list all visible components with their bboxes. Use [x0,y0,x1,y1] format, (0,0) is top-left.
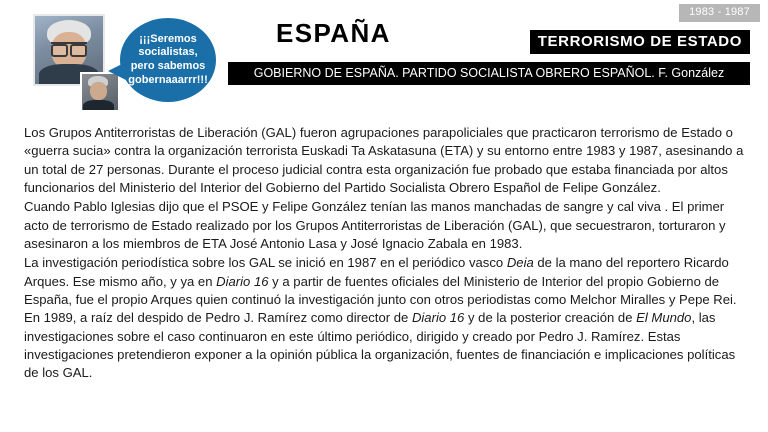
portrait-secondary-face [90,82,107,100]
banner-gobierno-de-espana: GOBIERNO DE ESPAÑA. PARTIDO SOCIALISTA OBRERO ESPAÑOL. F. González [228,62,750,85]
article-body [24,124,746,383]
p3-italic-diario16-a: Diario 16 [216,273,269,289]
speech-bubble-tail [108,62,126,80]
p3-italic-diario16-b: Diario 16 [411,310,465,326]
paragraph-1: Los Grupos Antiterroristas de Liberación (GAL) fueron agrupaciones parapoliciales que practicaron terrorismo de Estado o «guerra sucia» contra la organización terrorista Euskadi Ta Askatasuna (ETA) y su entorno entre 1983 y 1987, asesinando a un total de 27 personas. Durante el proceso judicial contra esta organización fue probado que estaba financiada por altos funcionarios del Ministerio del Interior del Gobierno del Partido Socialista Obrero Español de Felipe González. [24,125,744,195]
p3-text-3: y a partir de fuentes oficiales del Ministerio de Interior del propio Gobierno de España, fue el propio Arques quien continuó la investigación junto con otros periodistas como Melchor Miralles y Pepe Rei. En 1989, a raíz del despido de Pedro J. Ramírez como director de [24,273,737,326]
header-area [0,0,768,118]
speech-bubble-text: ¡¡¡Seremos socialistas, pero sabemos gobernaaarrr!!! [128,32,208,86]
paragraph-3 [24,254,746,382]
portrait-secondary-body [83,100,114,112]
p3-italic-deia: Deia [506,255,534,271]
p3-text-1: La investigación periodística sobre los GAL se inició en 1987 en el periódico vasco [24,255,507,271]
p3-text-4: y de la posterior creación de [464,310,637,326]
p3-italic-el-mundo: El Mundo [636,310,692,326]
paragraph-2: Cuando Pablo Iglesias dijo que el PSOE y Felipe González tenían las manos manchadas de sangre y cal viva . El primer acto de terrorismo de Estado realizado por los Grupos Antiterroristas de Liberación (GAL), que secuestraron, torturaron y asesinaron a los miembros de ETA José Antonio Lasa y José Ignacio Zabala en 1983. [24,199,726,251]
banner-terrorismo-de-estado: TERRORISMO DE ESTADO [530,30,750,54]
page-title: ESPAÑA [276,18,391,48]
speech-bubble [120,18,216,102]
p3-text-5: , las investigaciones sobre el caso continuaron en este último periódico, dirigido y creado por Pedro J. Ramírez. Estas investigaciones pretendieron exponer a la opinión pública la organización, fuentes de financiación e implicaciones políticas de los GAL. [24,310,736,381]
glasses-icon [51,42,87,53]
p3-text-2: de la mano del reportero Ricardo Arques. Ese mismo año, y ya en [24,255,729,289]
date-range-badge: 1983 - 1987 [679,4,760,22]
